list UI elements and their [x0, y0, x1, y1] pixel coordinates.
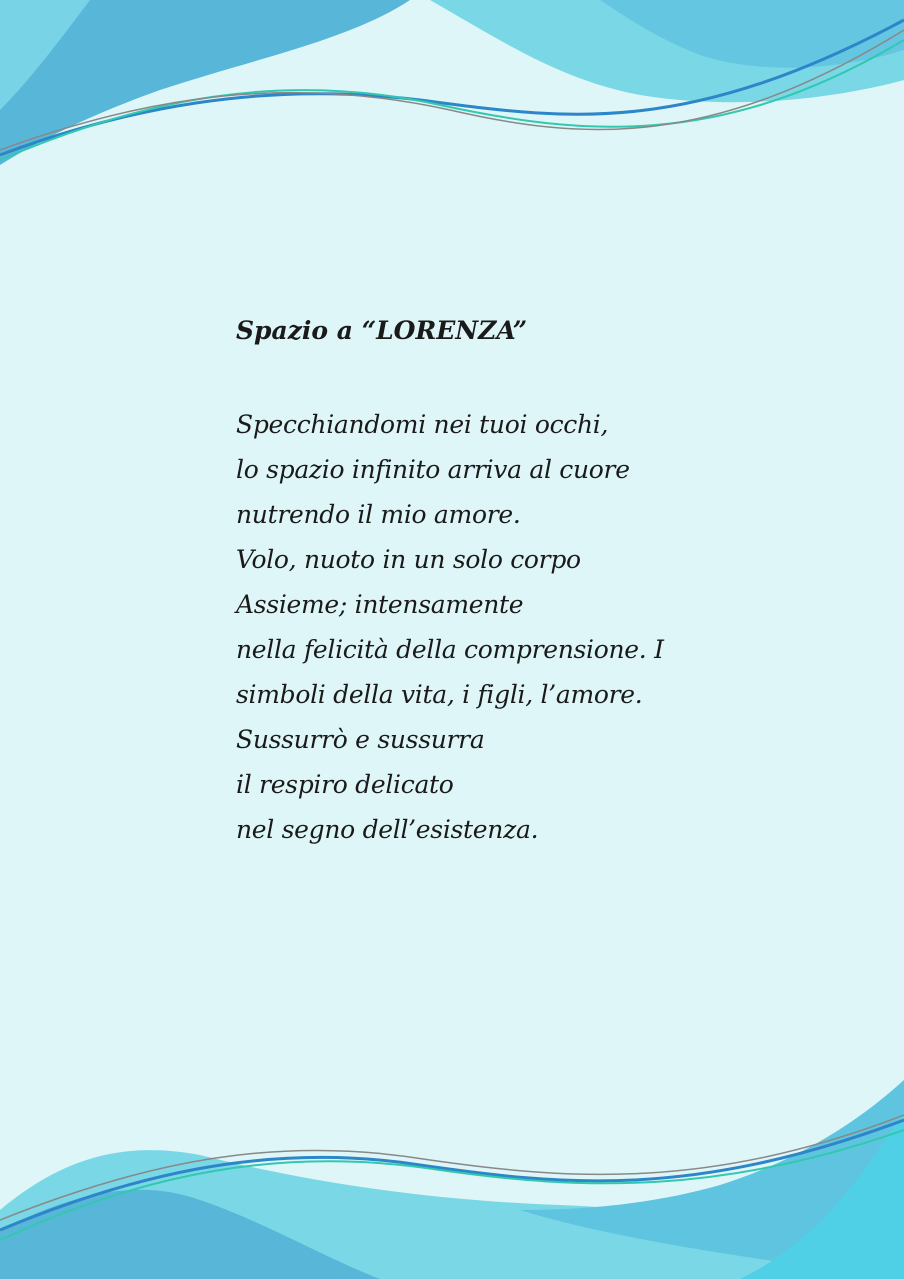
poem-line: Volo, nuoto in un solo corpo	[236, 545, 581, 574]
top-wave-decoration	[0, 0, 904, 220]
poem-line: simboli della vita, i figli, l’amore.	[236, 680, 643, 709]
poem-line: nutrendo il mio amore.	[236, 500, 521, 529]
poem-lines	[236, 402, 796, 852]
poem-line: Assieme; intensamente	[236, 590, 524, 619]
poem-line: Specchiandomi nei tuoi occhi,	[236, 410, 609, 439]
poem-line: nella felicità della comprensione. I	[236, 635, 664, 664]
poem-line: lo spazio infinito arriva al cuore	[236, 455, 630, 484]
poem-line: il respiro delicato	[236, 770, 454, 799]
poem	[236, 312, 796, 852]
poem-title: Spazio a “LORENZA”	[236, 316, 528, 345]
bottom-wave-decoration	[0, 1060, 904, 1279]
poem-line: nel segno dell’esistenza.	[236, 815, 539, 844]
poem-line: Sussurrò e sussurra	[236, 725, 485, 754]
